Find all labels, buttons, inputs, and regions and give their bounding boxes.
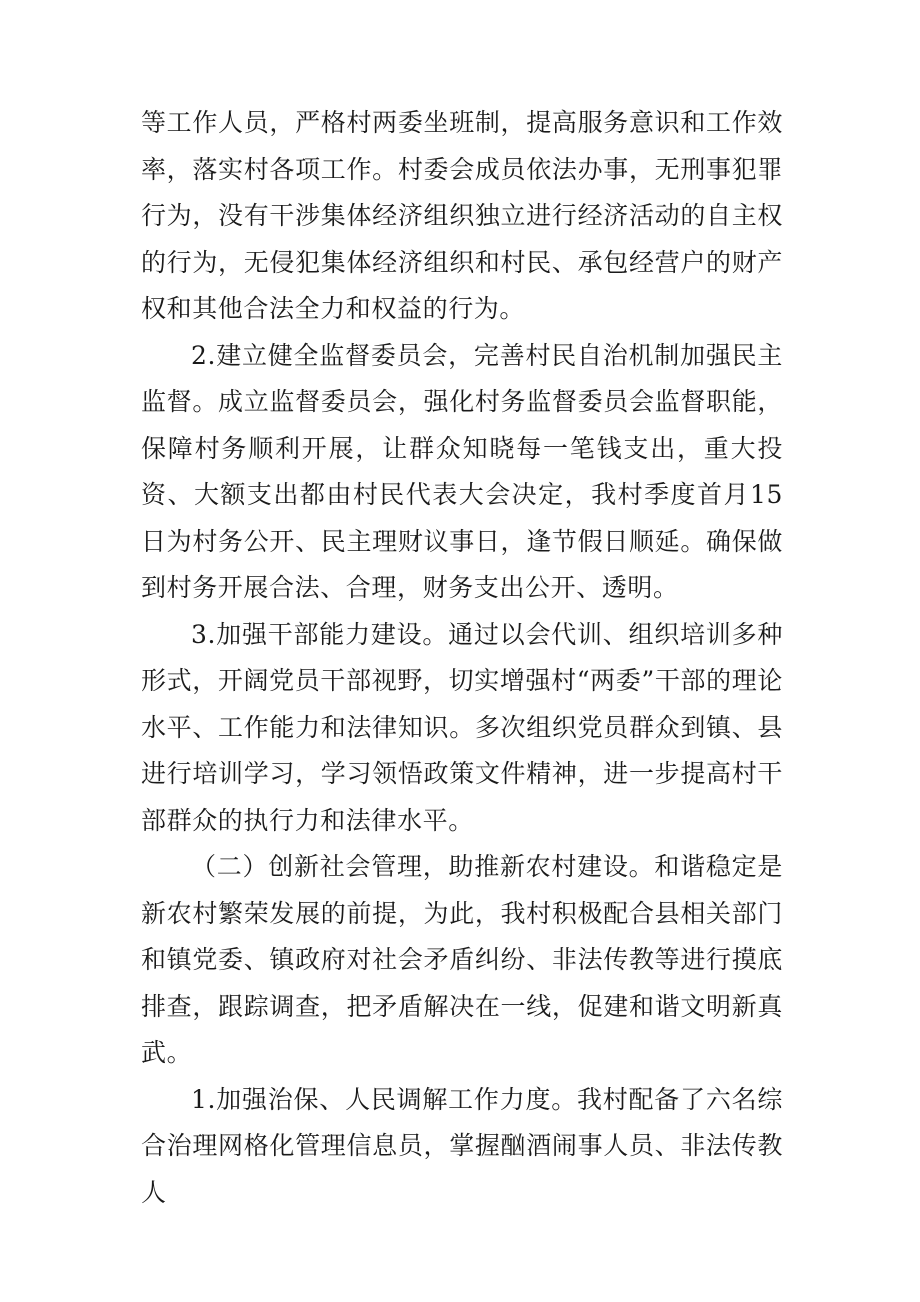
paragraph-mediation: 1.加强治保、人民调解工作力度。我村配备了六名综合治理网格化管理信息员，掌握酗酒闹事人员、非法传教人 (141, 1084, 783, 1207)
paragraph-social-management: （二）创新社会管理，助推新农村建设。和谐稳定是新农村繁荣发展的前提，为此，我村积极配合县相关部门和镇党委、镇政府对社会矛盾纠纷、非法传教等进行摸底排查，跟踪调查，把矛盾解决在一线，促建和谐文明新真武。 (141, 852, 783, 1067)
paragraph-supervision-committee: 2.建立健全监督委员会，完善村民自治机制加强民主监督。成立监督委员会，强化村务监督委员会监督职能，保障村务顺利开展，让群众知晓每一笔钱支出，重大投资、大额支出都由村民代表大会决定，我村季度首月15日为村务公开、民主理财议事日，逢节假日顺延。确保做到村务开展合法、合理，财务支出公开、透明。 (141, 340, 783, 602)
paragraph-cadre-capacity: 3.加强干部能力建设。通过以会代训、组织培训多种形式，开阔党员干部视野，切实增强村“两委”干部的理论水平、工作能力和法律知识。多次组织党员群众到镇、县进行培训学习，学习领悟政策文件精神，进一步提高村干部群众的执行力和法律水平。 (141, 619, 783, 835)
paragraph-continued: 等工作人员，严格村两委坐班制，提高服务意识和工作效率，落实村各项工作。村委会成员依法办事，无刑事犯罪行为，没有干涉集体经济组织独立进行经济活动的自主权的行为，无侵犯集体经济组织和村民、承包经营户的财产权和其他合法全力和权益的行为。 (141, 108, 783, 323)
document-body (141, 100, 783, 1216)
